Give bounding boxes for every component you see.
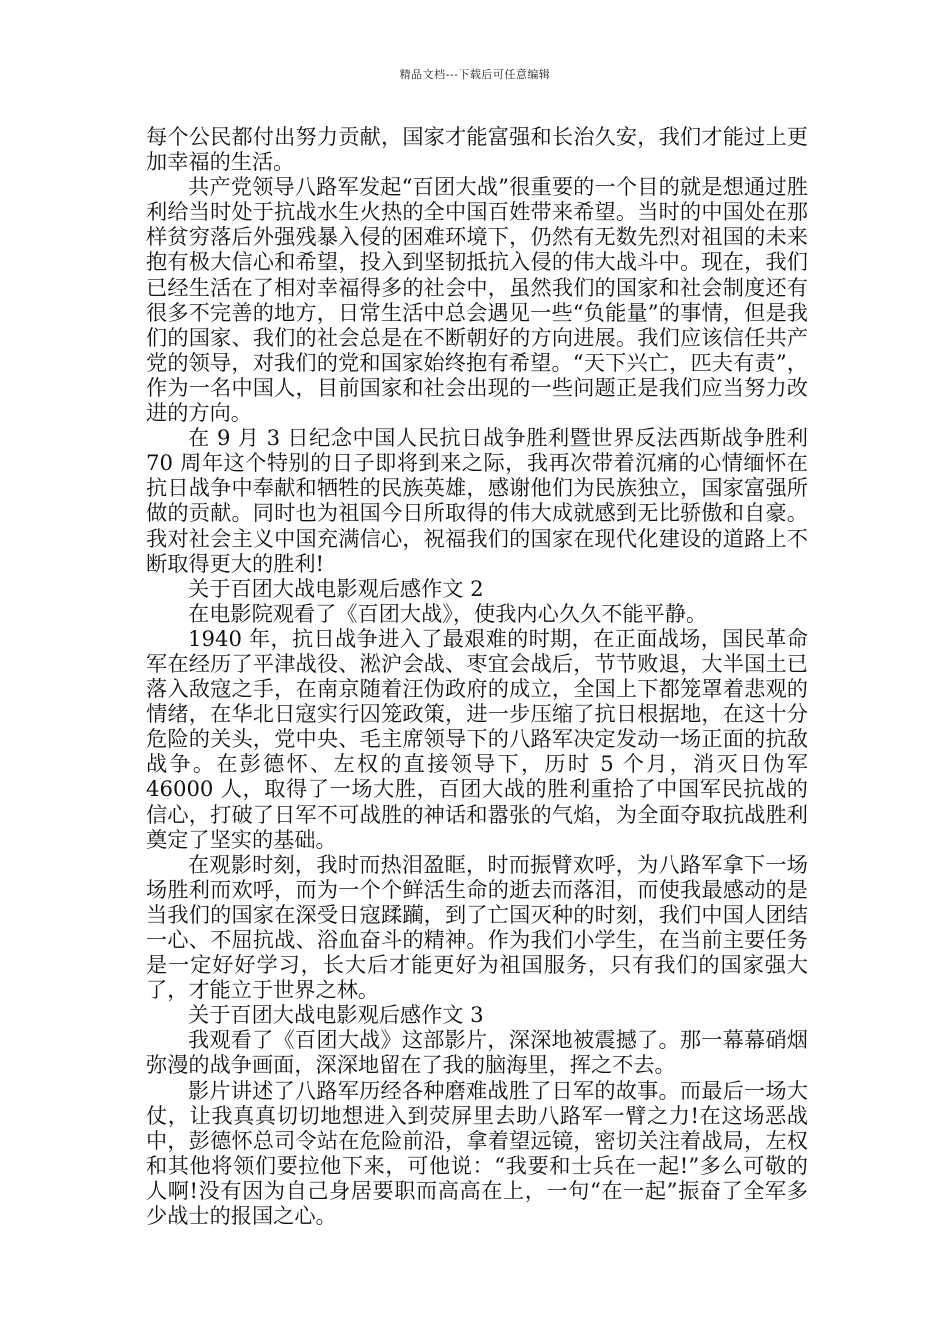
- paragraph: 我观看了《百团大战》这部影片，深深地被震撼了。那一幕幕硝烟弥漫的战争画面，深深地留在了我的脑海里，挥之不去。: [146, 1027, 808, 1078]
- paragraph: 在电影院观看了《百团大战》，使我内心久久不能平静。: [188, 600, 708, 626]
- document-body: [146, 124, 808, 1228]
- paragraph: 在观影时刻，我时而热泪盈眶，时而振臂欢呼，为八路军拿下一场场胜利而欢呼，而为一个个鲜活生命的逝去而落泪，而使我最感动的是当我们的国家在深受日寇蹂躏，到了亡国灭种的时刻，我们中国人团结一心、不屈抗战、浴血奋斗的精神。作为我们小学生，在当前主要任务是一定好好学习，长大后才能更好为祖国服务，只有我们的国家强大了，才能立于世界之林。: [146, 851, 808, 1003]
- section-heading: 关于百团大战电影观后感作文 2: [188, 575, 484, 601]
- paragraph: 影片讲述了八路军历经各种磨难战胜了日军的故事。而最后一场大仗，让我真真切切地想进入到荧屏里去助八路军一臂之力!在这场恶战中，彭德怀总司令站在危险前沿，拿着望远镜，密切关注着战局，左权和其他将领们要拉他下来，可他说：“我要和士兵在一起!”多么可敬的人啊!没有因为自己身居要职而高高在上，一句“在一起”振奋了全军多少战士的报国之心。: [146, 1077, 808, 1229]
- paragraph: 每个公民都付出努力贡献，国家才能富强和长治久安，我们才能过上更加幸福的生活。: [146, 124, 808, 175]
- paragraph: 在 9 月 3 日纪念中国人民抗日战争胜利暨世界反法西斯战争胜利 70 周年这个特别的日子即将到来之际，我再次带着沉痛的心情缅怀在抗日战争中奉献和牺牲的民族英雄，感谢他们为民族独立，国家富强所做的贡献。同时也为祖国今日所取得的伟大成就感到无比骄傲和自豪。我对社会主义中国充满信心，祝福我们的国家在现代化建设的道路上不断取得更大的胜利!: [146, 425, 808, 576]
- paragraph: 1940 年，抗日战争进入了最艰难的时期，在正面战场，国民革命军在经历了平津战役、淞沪会战、枣宜会战后，节节败退，大半国土已落入敌寇之手，在南京随着汪伪政府的成立，全国上下都笼罩着悲观的情绪，在华北日寇实行囚笼政策，进一步压缩了抗日根据地，在这十分危险的关头，党中央、毛主席领导下的八路军决定发动一场正面的抗敌战争。在彭德怀、左权的直接领导下，历时 5 个月，消灭日伪军 46000 人，取得了一场大胜，百团大战的胜利重拾了中国军民抗战的信心，打破了日军不可战胜的神话和嚣张的气焰，为全面夺取抗战胜利奠定了坚实的基础。: [146, 625, 808, 852]
- paragraph: 共产党领导八路军发起“百团大战”很重要的一个目的就是想通过胜利给当时处于抗战水生火热的全中国百姓带来希望。当时的中国处在那样贫穷落后外强残暴入侵的困难环境下，仍然有无数先烈对祖国的未来抱有极大信心和希望，投入到坚韧抵抗入侵的伟大战斗中。现在，我们已经生活在了相对幸福得多的社会中，虽然我们的国家和社会制度还有很多不完善的地方，日常生活中总会遇见一些“负能量”的事情，但是我们的国家、我们的社会总是在不断朝好的方向进展。我们应该信任共产党的领导，对我们的党和国家始终抱有希望。“天下兴亡，匹夫有责”，作为一名中国人，目前国家和社会出现的一些问题正是我们应当努力改进的方向。: [146, 174, 808, 426]
- page-header: 精品文档---下载后可任意编辑: [399, 68, 551, 81]
- section-heading: 关于百团大战电影观后感作文 3: [188, 1002, 484, 1028]
